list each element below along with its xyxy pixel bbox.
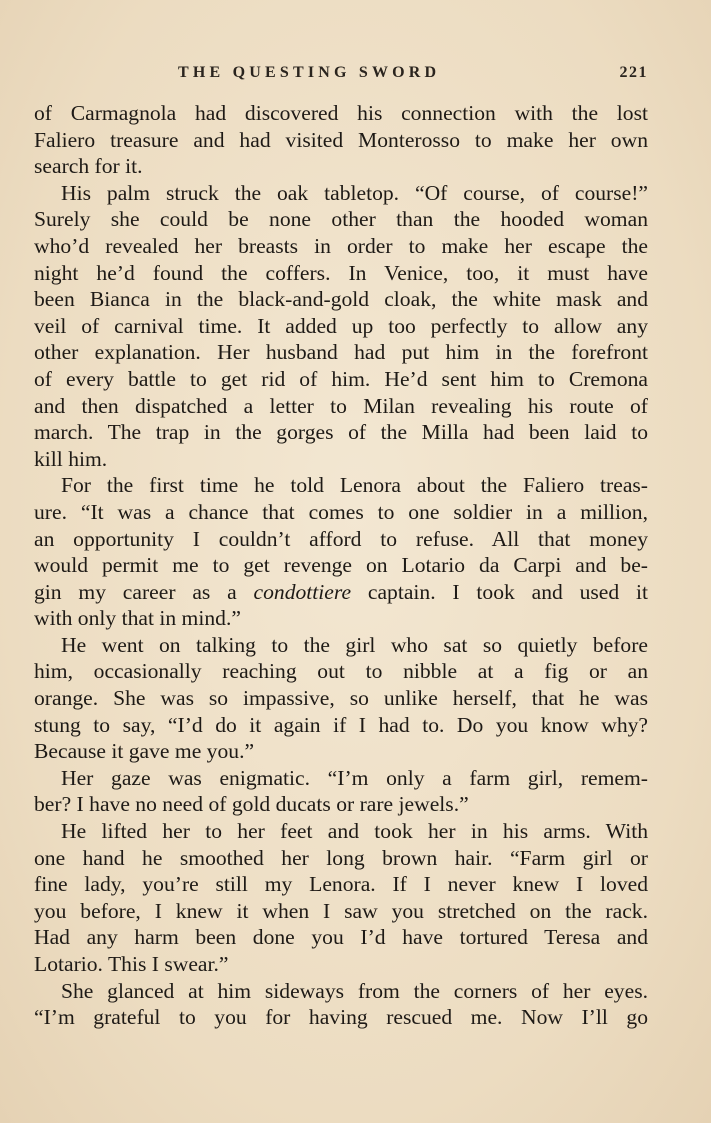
paragraph [34, 632, 648, 765]
text-line: march. The trap in the gorges of the Milla had been laid to [34, 420, 648, 445]
text-line: “I’m grateful to you for having rescued me. Now I’ll go [34, 1005, 648, 1030]
running-title: THE QUESTING SWORD [178, 64, 441, 81]
running-head [178, 64, 648, 86]
paragraph [34, 765, 648, 818]
text-line: other explanation. Her husband had put him in the forefront [34, 340, 648, 365]
text-line: He lifted her to her feet and took her in his arms. With [61, 819, 648, 844]
text-line: and then dispatched a letter to Milan revealing his route of [34, 393, 648, 418]
text-line: His palm struck the oak tabletop. “Of course, of course!” [61, 180, 648, 205]
text-line: search for it. [34, 154, 143, 179]
paragraph [34, 100, 648, 180]
text-line: of Carmagnola had discovered his connection with the lost [34, 101, 648, 125]
text-line: Her gaze was enigmatic. “I’m only a farm girl, remem- [61, 765, 648, 790]
text-fragment: captain. I took and used it [351, 579, 648, 604]
paragraph [34, 978, 648, 1031]
text-line: She glanced at him sideways from the corners of her eyes. [61, 978, 648, 1003]
page-number: 221 [619, 64, 648, 81]
text-line: Lotario. This I swear.” [34, 952, 229, 976]
text-line: of every battle to get rid of him. He’d sent him to Cremona [34, 366, 648, 391]
text-line: ure. “It was a chance that comes to one soldier in a million, [34, 499, 648, 524]
paragraph [34, 180, 648, 473]
text-line: Surely she could be none other than the hooded woman [34, 207, 648, 232]
paragraph [34, 472, 648, 632]
text-line: who’d revealed her breasts in order to make her escape the [34, 233, 648, 258]
text-line: Had any harm been done you I’d have tortured Teresa and [34, 925, 648, 950]
text-fragment: gin my career as a [34, 579, 254, 604]
text-line: an opportunity I couldn’t afford to refuse. All that money [34, 526, 648, 551]
italic-term: condottiere [253, 579, 352, 604]
text-line-with-italic [34, 579, 648, 606]
text-line: Faliero treasure and had visited Monterosso to make her own [34, 127, 648, 152]
text-line: fine lady, you’re still my Lenora. If I never knew I loved [34, 872, 648, 897]
text-line: ber? I have no need of gold ducats or rare jewels.” [34, 792, 469, 817]
text-line: stung to say, “I’d do it again if I had to. Do you know why? [34, 712, 648, 737]
text-line: He went on talking to the girl who sat so quietly before [61, 632, 648, 657]
paragraph [34, 818, 648, 978]
text-line: orange. She was so impassive, so unlike herself, that he was [34, 686, 648, 711]
text-line: night he’d found the coffers. In Venice, too, it must have [34, 260, 648, 285]
text-line: veil of carnival time. It added up too perfectly to allow any [34, 313, 648, 338]
body-text [34, 100, 648, 1031]
text-line: kill him. [34, 446, 108, 471]
text-line: with only that in mind.” [34, 606, 241, 631]
text-line: For the first time he told Lenora about the Faliero treas- [61, 473, 648, 498]
text-line: been Bianca in the black-and-gold cloak, the white mask and [34, 287, 648, 312]
text-line: would permit me to get revenge on Lotario da Carpi and be- [34, 553, 648, 578]
text-line: him, occasionally reaching out to nibble at a fig or an [34, 659, 648, 684]
text-line: you before, I knew it when I saw you stretched on the rack. [34, 898, 648, 923]
text-line: one hand he smoothed her long brown hair. “Farm girl or [34, 845, 648, 870]
text-line: Because it gave me you.” [34, 739, 255, 764]
